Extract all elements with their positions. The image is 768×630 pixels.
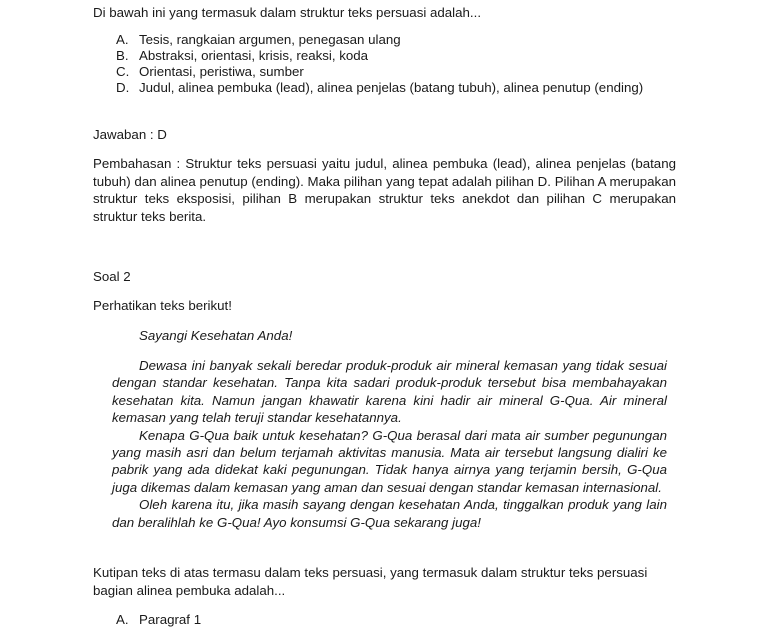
quoted-paragraph-2: Kenapa G-Qua baik untuk kesehatan? G-Qua berasal dari mata air sumber pegunungan yang masih asri dan belum terjamah aktivitas manusia. Mata air tersebut langsung dialiri ke pabrik yang ada didekat kaki pegunungan. Tidak hanya airnya yang terjamin bersih, G-Qua juga dikemas dalam kemasan yang aman dan sesuai dengan standar kemasan internasional. <box>112 427 667 495</box>
option-text: Paragraf 1 <box>139 612 202 627</box>
quoted-paragraph-1: Dewasa ini banyak sekali beredar produk-produk air mineral kemasan yang tidak sesuai dengan standar kesehatan. Tanpa kita sadari produk-produk tersebut bisa membahayakan kesehatan kita. Namun jangan khawatir karena kini hadir air mineral G-Qua. Air mineral kemasan yang telah teruji standar kesehatannya. <box>112 358 667 426</box>
option-letter: D. <box>116 80 130 95</box>
question-2-text: Kutipan teks di atas termasu dalam teks persuasi, yang termasuk dalam struktur teks persuasi bagian alinea pembuka adalah... <box>93 565 648 598</box>
option-text: Abstraksi, orientasi, krisis, reaksi, koda <box>139 48 369 63</box>
option-text: Orientasi, peristiwa, sumber <box>139 64 304 79</box>
option-d <box>116 80 676 96</box>
option-c <box>116 64 676 80</box>
option-text: Tesis, rangkaian argumen, penegasan ulang <box>139 32 401 47</box>
quoted-text-body <box>112 357 667 531</box>
option-text: Judul, alinea pembuka (lead), alinea penjelas (batang tubuh), alinea penutup (ending) <box>139 80 644 95</box>
discussion-paragraph: Pembahasan : Struktur teks persuasi yaitu judul, alinea pembuka (lead), alinea penjelas (batang tubuh) dan alinea penutup (ending). Maka pilihan yang tepat adalah pilihan D. Pilihan A merupakan struktur teks eksposisi, pilihan B merupakan struktur teks anekdot dan pilihan C merupakan struktur teks berita. <box>93 156 676 224</box>
question-2-instruction: Perhatikan teks berikut! <box>93 298 232 313</box>
option-letter: B. <box>116 48 129 63</box>
question-1-text: Di bawah ini yang termasuk dalam struktur teks persuasi adalah... <box>93 5 482 20</box>
answer-line: Jawaban : D <box>93 127 167 142</box>
quoted-text-title: Sayangi Kesehatan Anda! <box>139 328 293 343</box>
option-letter: A. <box>116 32 129 47</box>
question-1-options <box>116 32 676 96</box>
question-2-options <box>116 612 201 628</box>
option-a <box>116 612 201 628</box>
question-2-heading: Soal 2 <box>93 269 131 284</box>
option-b <box>116 48 676 64</box>
quoted-paragraph-3: Oleh karena itu, jika masih sayang dengan kesehatan Anda, tinggalkan produk yang lain dan beralihlah ke G-Qua! Ayo konsumsi G-Qua sekarang juga! <box>112 497 667 530</box>
option-a <box>116 32 676 48</box>
option-letter: C. <box>116 64 130 79</box>
option-letter: A. <box>116 612 129 627</box>
